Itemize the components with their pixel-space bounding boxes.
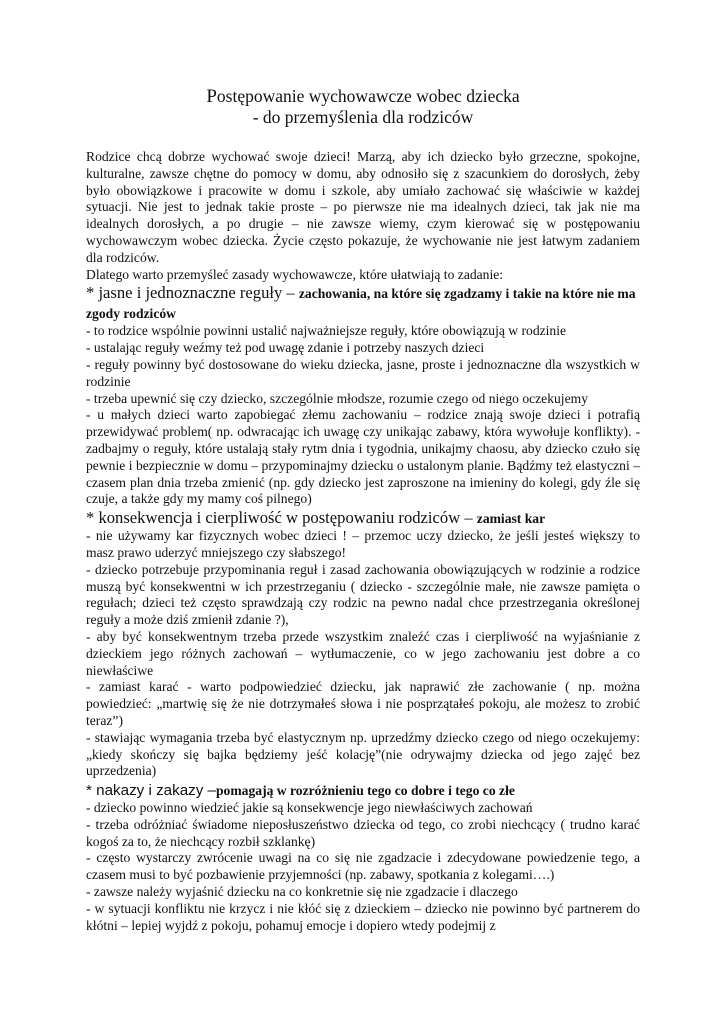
list-item: - w sytuacji konfliktu nie krzycz i nie kłóć się z dzieckiem – dziecko nie powinno być partnerem do kłótni – lepiej wyjdź z pokoju, pohamuj emocje i dopiero wtedy podejmij z: [86, 900, 640, 933]
list-item: - reguły powinny być dostosowane do wieku dziecka, jasne, proste i jednoznaczne dla wszystkich w rodzinie: [86, 356, 640, 389]
title-line-1-rest: ostępowanie wychowawcze wobec dziecka: [216, 86, 520, 106]
section-heading-orders: [86, 780, 640, 800]
list-item: - stawiając wymagania trzeba być elastycznym np. uprzedźmy dziecko czego od niego oczekujemy: „kiedy skończy się bajka będziemy jeść kolację”(nie odrywajmy dziecka od jego zajęć bez uprzedzenia): [86, 729, 640, 779]
section-heading-bold: zamiast kar: [476, 511, 546, 527]
intro-paragraph: Rodzice chcą dobrze wychować swoje dzieci! Marzą, aby ich dziecko było grzeczne, spokojne, kulturalne, zawsze chętne do pomocy w domu, aby odnosiło się z szacunkiem do dorosłych, żeby było obowiązkowe i pracowite w domu i szkole, aby umiało zachować się właściwie w każdej sytuacji. Nie jest to jednak takie proste – po pierwsze nie ma idealnych dzieci, tak jak nie ma idealnych dorosłych, a po drugie – nie zawsze wiemy, czym kierować się w postępowaniu wychowawczym wobec dziecka. Życie często pokazuje, że wychowanie nie jest łatwym zadaniem dla rodziców.: [86, 149, 640, 265]
list-item: - nie używamy kar fizycznych wobec dzieci ! – przemoc uczy dziecko, że jeśli jesteś większy to masz prawo uderzyć mniejszego czy słabszego!: [86, 528, 640, 560]
list-item: - aby być konsekwentnym trzeba przede wszystkim znaleźć czas i cierpliwość na wyjaśnianie z dzieckiem jego różnych zachowań – wytłumaczenie, co w jego zachowaniu jest dobre a co niewłaściwe: [86, 628, 640, 678]
list-item: - trzeba odróżniać świadome nieposłuszeństwo dziecka od tego, co zrobi niechcący ( trudno karać kogoś za to, że niechcący rozbił szklankę): [86, 816, 640, 849]
lead-paragraph: Dlatego warto przemyśleć zasady wychowawcze, które ułatwiają to zadanie:: [86, 266, 504, 282]
list-item: - trzeba upewnić się czy dziecko, szczególnie młodsze, rozumie czego od niego oczekujemy: [86, 390, 588, 406]
list-item: - dziecko powinno wiedzieć jakie są konsekwencje jego niewłaściwych zachowań: [86, 800, 533, 816]
list-item: - zawsze należy wyjaśnić dziecku na co konkretnie się nie zgadzacie i dlaczego: [86, 884, 518, 900]
list-item: - często wystarczy zwrócenie uwagi na co się nie zgadzacie i zdecydowane powiedzenie tego, a czasem musi to być pozbawienie przyjemności (np. zabawy, spotkania z kolegami….): [86, 850, 640, 883]
list-item: - zamiast karać - warto podpowiedzieć dziecku, jak naprawić złe zachowanie ( np. można powiedzieć: „martwię się że nie dotrzymałeś słowa i nie posprzątałeś pokoju, ale możesz to zrobić teraz”): [86, 679, 640, 728]
section-heading-text: * jasne i jednoznaczne reguły –: [86, 283, 299, 303]
document-title: [86, 86, 640, 128]
title-first-letter: P: [206, 86, 217, 107]
title-line-2: - do przemyślenia dla rodziców: [252, 107, 474, 127]
list-item: - to rodzice wspólnie powinni ustalić najważniejsze reguły, które obowiązują w rodzinie: [86, 323, 567, 339]
section-heading-text: * nakazy i zakazy –: [86, 782, 216, 800]
section-heading-text: * konsekwencja i cierpliwość w postępowaniu rodziców –: [86, 508, 477, 528]
list-item: - dziecko potrzebuje przypominania reguł i zasad zachowania obowiązujących w rodzinie a rodzice muszą być konsekwentni w ich przestrzeganiu ( dziecko - szczególnie małe, nie zawsze pamięta o regułach; dzieci też często sprawdzają czy rodzic na pewno nadal chce przestrzegania określonej reguły a może dziś zmienił zdanie ?),: [86, 561, 640, 628]
list-item: - ustalając reguły weźmy też pod uwagę zdanie i potrzeby naszych dzieci: [86, 340, 485, 356]
section-heading-consistency: [86, 508, 640, 528]
section-heading-bold: zachowania, na które się zgadzamy i takie na które nie ma zgody rodziców: [86, 286, 636, 322]
section-heading-rules: [86, 283, 640, 323]
section-heading-bold: pomagają w rozróżnieniu tego co dobre i tego co złe: [216, 783, 515, 799]
title-line-1: [86, 86, 640, 107]
document-page: [86, 86, 640, 934]
list-item: - u małych dzieci warto zapobiegać złemu zachowaniu – rodzice znają swoje dzieci i potrafią przewidywać problem( np. odwracając ich uwagę czy unikając zabawy, która wywołuje konflikty). - zadbajmy o reguły, które ustalają stały rytm dnia i tygodnia, unikajmy chaosu, aby dziecko czuło się pewnie i bezpiecznie w domu – przypominajmy dziecku o ustalonym planie. Bądźmy też elastyczni – czasem plan dnia trzeba zmienić (np. gdy dziecko jest zaproszone na imieniny do kolegi, gdy źle się czuje, a także gdy my mamy coś pilnego): [86, 407, 640, 507]
document-body: [86, 149, 640, 934]
